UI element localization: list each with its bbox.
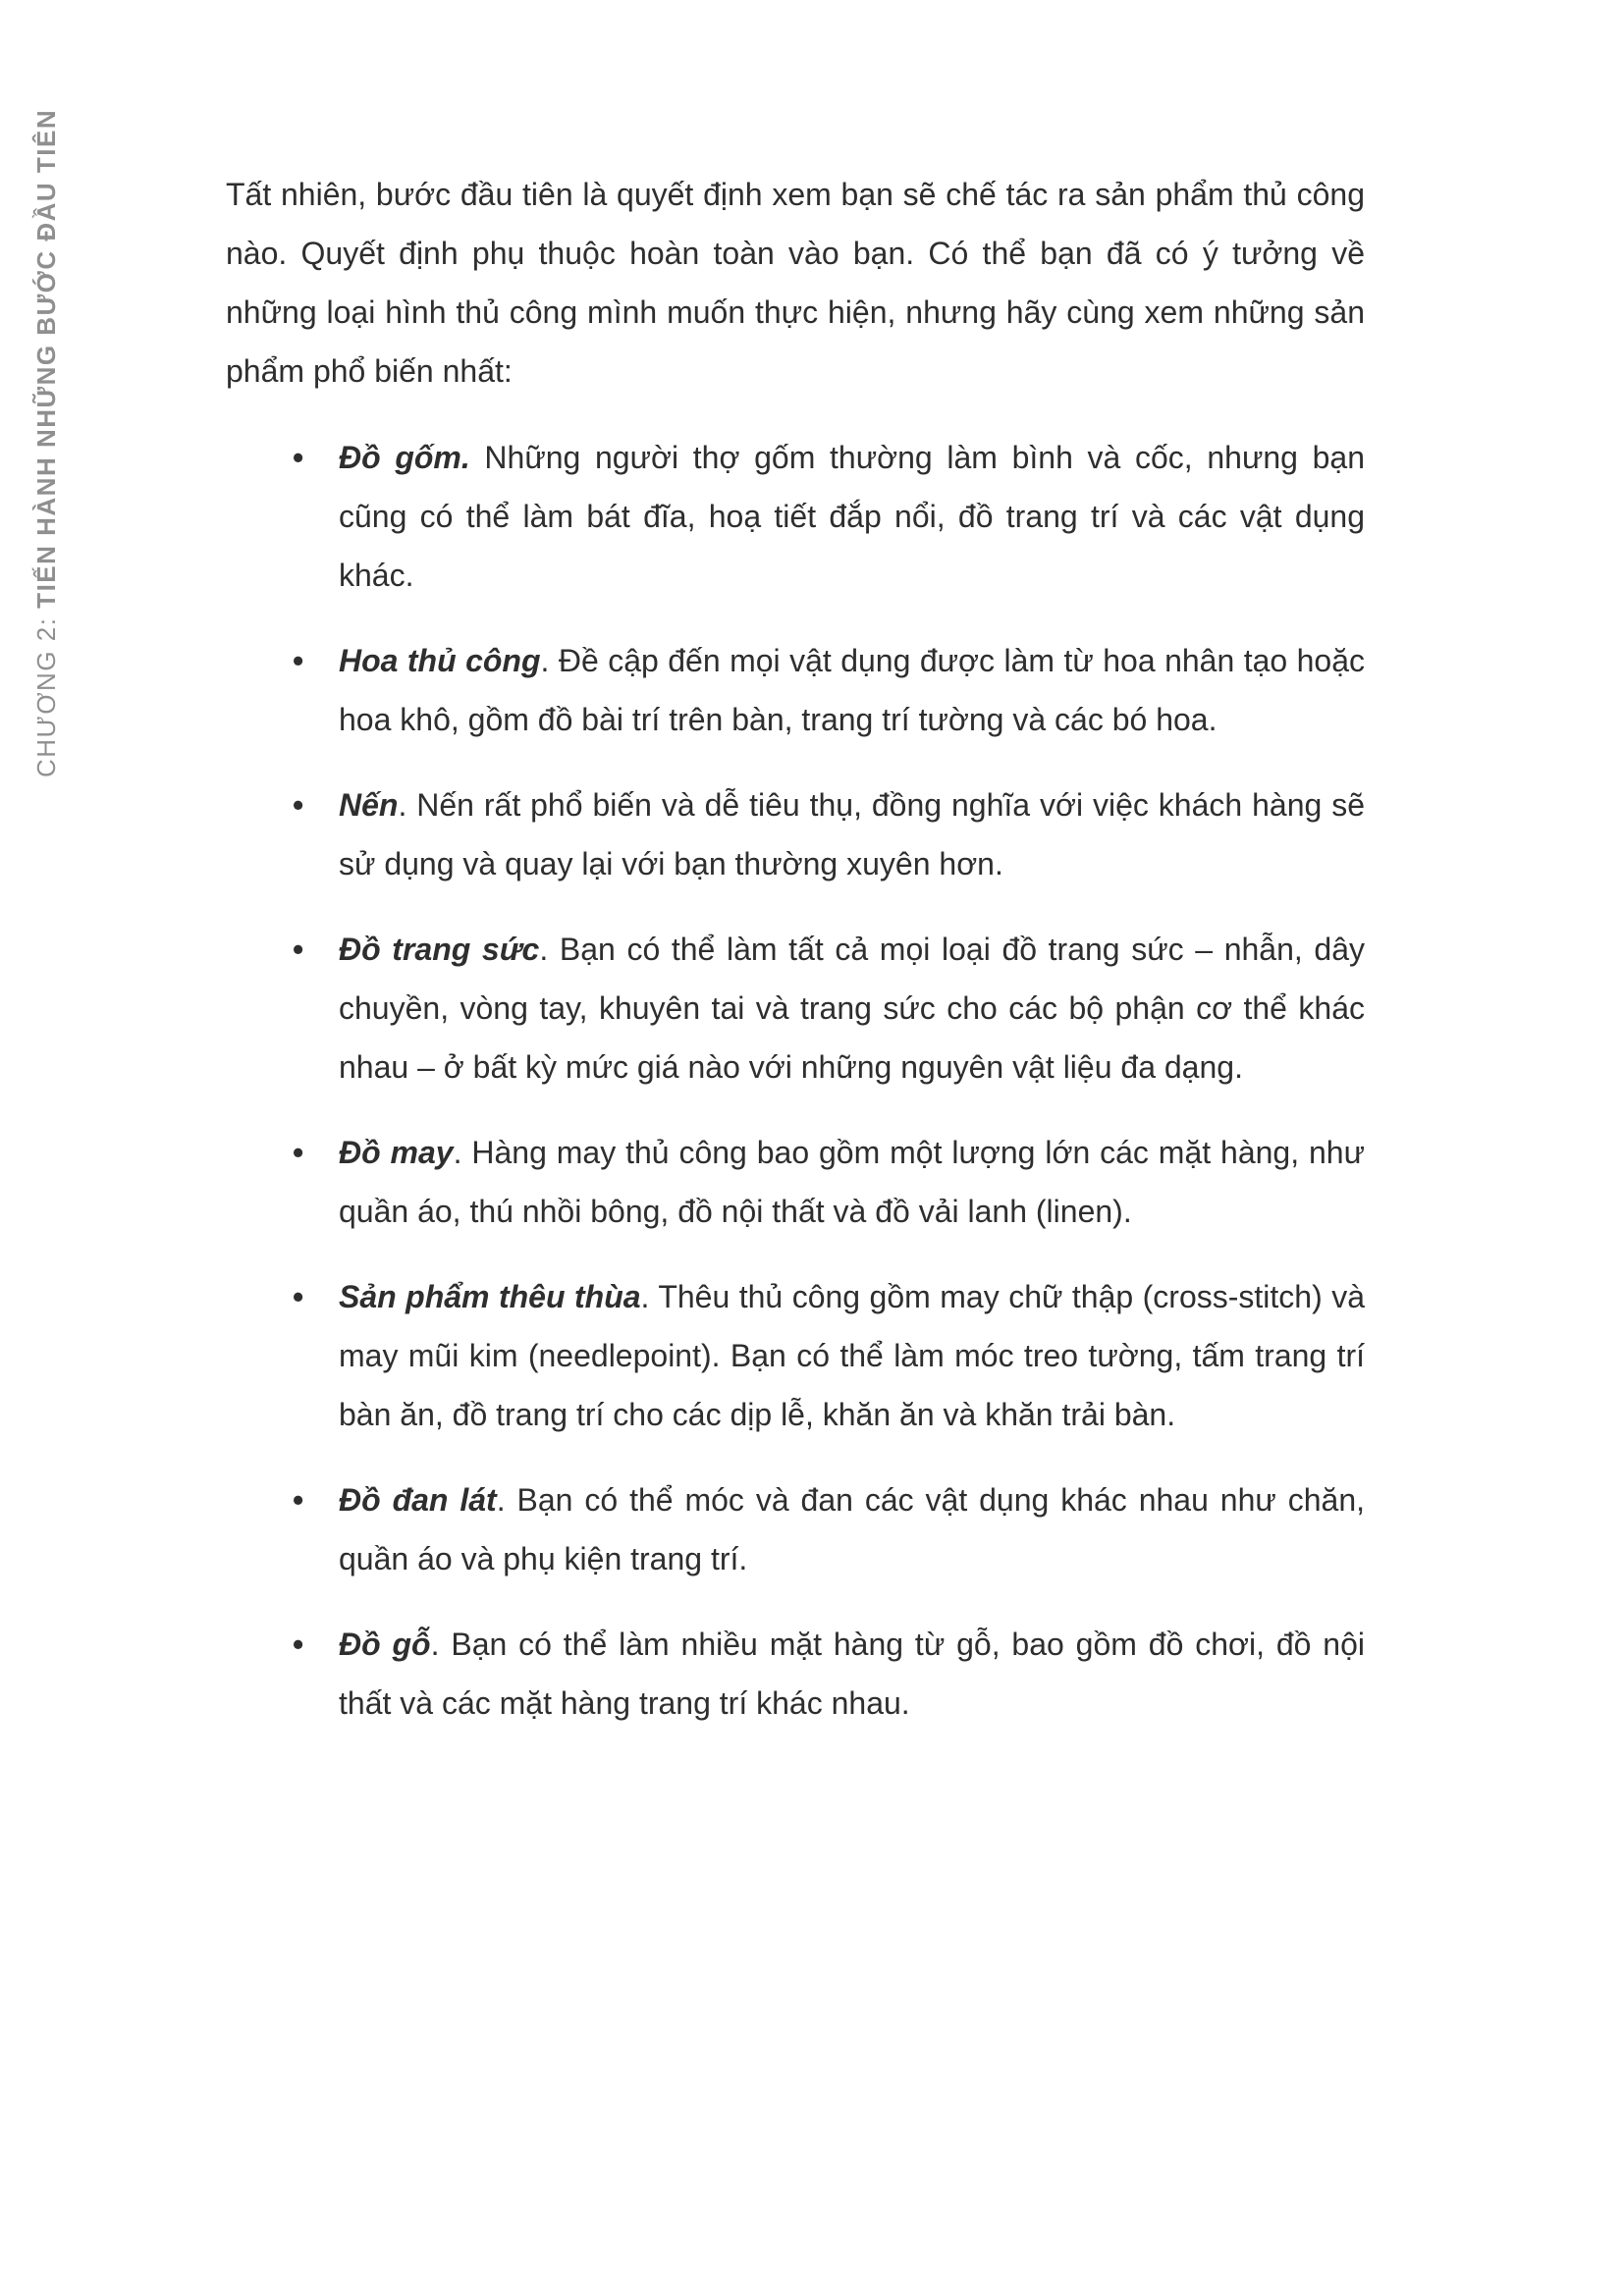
bullet-lead: Đồ gỗ [339, 1627, 431, 1662]
list-item [226, 1615, 1365, 1733]
bullet-lead: Sản phẩm thêu thùa [339, 1279, 641, 1314]
bullet-icon: • [293, 1279, 304, 1314]
bullet-text: . Bạn có thể làm nhiều mặt hàng từ gỗ, bao gồm đồ chơi, đồ nội thất và các mặt hàng trang trí khác nhau. [339, 1627, 1366, 1721]
list-item [226, 1267, 1365, 1444]
list-item [226, 920, 1365, 1096]
bullet-text: Những người thợ gốm thường làm bình và cốc, nhưng bạn cũng có thể làm bát đĩa, hoạ tiết đắp nổi, đồ trang trí và các vật dụng khác. [339, 440, 1366, 593]
bullet-icon: • [293, 932, 304, 967]
bullet-icon: • [293, 643, 304, 678]
intro-paragraph: Tất nhiên, bước đầu tiên là quyết định xem bạn sẽ chế tác ra sản phẩm thủ công nào. Quyết định phụ thuộc hoàn toàn vào bạn. Có thể bạn đã có ý tưởng về những loại hình thủ công mình muốn thực hiện, nhưng hãy cùng xem những sản phẩm phổ biến nhất: [226, 177, 1365, 389]
bullet-icon: • [293, 1482, 304, 1518]
page-body [226, 165, 1365, 1759]
list-item [226, 428, 1365, 605]
bullet-text: . Bạn có thể móc và đan các vật dụng khác nhau như chăn, quần áo và phụ kiện trang trí. [339, 1482, 1366, 1576]
bullet-icon: • [293, 1135, 304, 1170]
bullet-lead: Hoa thủ công [339, 643, 541, 678]
bullet-text: . Nến rất phổ biến và dễ tiêu thụ, đồng nghĩa với việc khách hàng sẽ sử dụng và quay lại với bạn thường xuyên hơn. [339, 787, 1365, 881]
bullet-lead: Đồ gốm. [339, 440, 470, 475]
bullet-lead: Đồ may [339, 1135, 454, 1170]
list-item [226, 775, 1365, 893]
list-item [226, 1123, 1365, 1241]
bullet-text: . Thêu thủ công gồm may chữ thập (cross-stitch) và may mũi kim (needlepoint). Bạn có thể làm móc treo tường, tấm trang trí bàn ăn, đồ trang trí cho các dịp lễ, khăn ăn và khăn trải bàn. [339, 1279, 1366, 1432]
bullet-icon: • [293, 787, 304, 823]
list-item [226, 1470, 1365, 1588]
chapter-title-label: TIẾN HÀNH NHỮNG BƯỚC ĐẦU TIÊN [31, 108, 61, 609]
bullet-lead: Đồ đan lát [339, 1482, 497, 1518]
bullet-icon: • [293, 1627, 304, 1662]
bullet-icon: • [293, 440, 304, 475]
bullet-lead: Đồ trang sức [339, 932, 540, 967]
chapter-number-label: CHƯƠNG 2: [31, 608, 61, 777]
bullet-text: . Bạn có thể làm tất cả mọi loại đồ trang sức – nhẫn, dây chuyền, vòng tay, khuyên tai và trang sức cho các bộ phận cơ thể khác nhau – ở bất kỳ mức giá nào với những nguyên vật liệu đa dạng. [339, 932, 1366, 1085]
chapter-sidebar-label [31, 109, 62, 777]
craft-products-list [226, 428, 1365, 1733]
bullet-text: . Đề cập đến mọi vật dụng được làm từ hoa nhân tạo hoặc hoa khô, gồm đồ bài trí trên bàn, trang trí tường và các bó hoa. [339, 643, 1366, 737]
list-item [226, 631, 1365, 749]
bullet-lead: Nến [339, 787, 399, 823]
bullet-text: . Hàng may thủ công bao gồm một lượng lớn các mặt hàng, như quần áo, thú nhồi bông, đồ nội thất và đồ vải lanh (linen). [339, 1135, 1366, 1229]
